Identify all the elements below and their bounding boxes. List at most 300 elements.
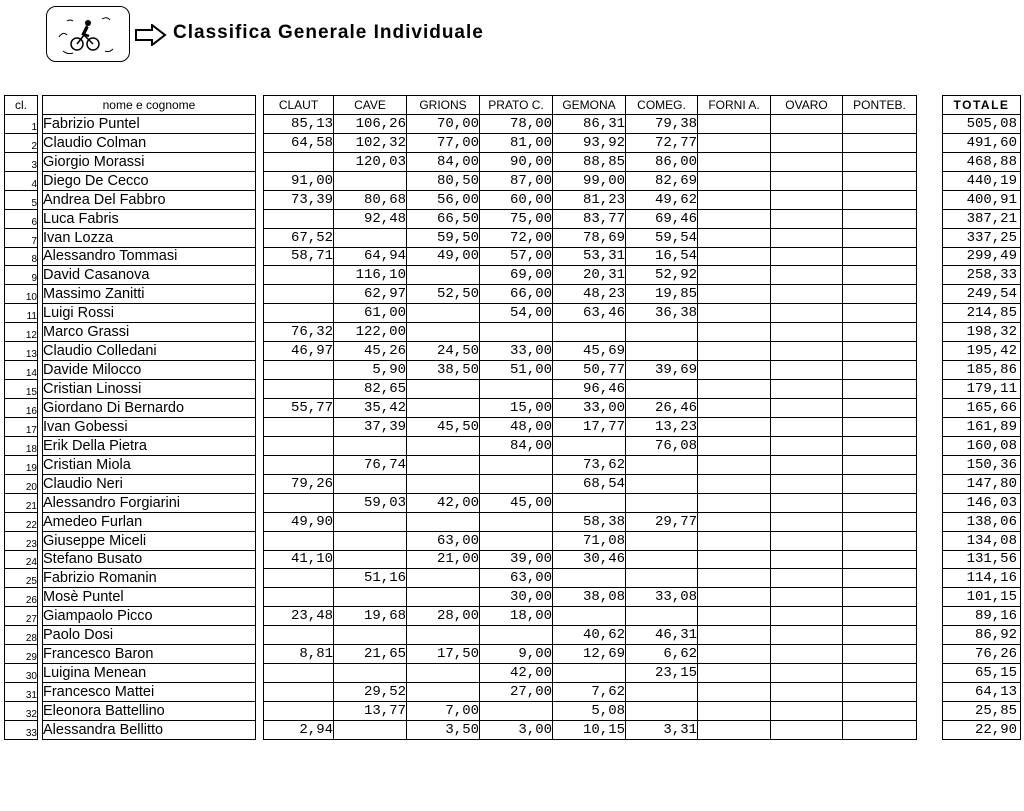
athlete-name: David Casanova: [43, 266, 256, 285]
stage-score: [698, 304, 771, 323]
stage-score: 76,08: [626, 436, 698, 455]
table-row: [5, 588, 917, 607]
rank-cell: 20: [5, 474, 38, 493]
stage-score: [771, 645, 843, 664]
stage-score: [698, 683, 771, 702]
stage-score: 58,71: [264, 247, 334, 266]
stage-score: [480, 531, 553, 550]
stage-score: [264, 531, 334, 550]
stage-score: [843, 323, 917, 342]
stage-score: 59,54: [626, 228, 698, 247]
table-row: [5, 133, 917, 152]
rank-cell: 7: [5, 228, 38, 247]
stage-score: 85,13: [264, 114, 334, 133]
stage-score: [771, 626, 843, 645]
rank-cell: 14: [5, 361, 38, 380]
stage-score: 66,00: [480, 285, 553, 304]
table-row: [5, 152, 917, 171]
stage-score: [771, 171, 843, 190]
table-row: [5, 285, 917, 304]
stage-score: 20,31: [553, 266, 626, 285]
stage-score: 39,00: [480, 550, 553, 569]
stage-score: 55,77: [264, 399, 334, 418]
stage-score: 84,00: [407, 152, 480, 171]
stage-score: 73,62: [553, 455, 626, 474]
stage-score: [843, 285, 917, 304]
total-value: 258,33: [943, 266, 1021, 285]
stage-score: 60,00: [480, 190, 553, 209]
stage-score: 68,54: [553, 474, 626, 493]
table-row: [5, 342, 917, 361]
total-row: [943, 474, 1021, 493]
total-row: [943, 190, 1021, 209]
stage-score: [407, 304, 480, 323]
table-row: [5, 247, 917, 266]
total-row: [943, 342, 1021, 361]
total-row: [943, 436, 1021, 455]
stage-score: [698, 474, 771, 493]
stage-score: [553, 323, 626, 342]
stage-header-gemona: GEMONA: [553, 96, 626, 115]
stage-score: 3,00: [480, 720, 553, 739]
stage-score: [698, 171, 771, 190]
stage-score: [698, 323, 771, 342]
stage-score: 9,00: [480, 645, 553, 664]
total-row: [943, 323, 1021, 342]
table-row: [5, 626, 917, 645]
total-value: 138,06: [943, 512, 1021, 531]
stage-score: [264, 683, 334, 702]
stage-score: [334, 171, 407, 190]
rank-cell: 17: [5, 417, 38, 436]
stage-score: [626, 683, 698, 702]
total-row: [943, 114, 1021, 133]
stage-score: [843, 645, 917, 664]
stage-score: [771, 664, 843, 683]
stage-score: [626, 702, 698, 721]
stage-score: 96,46: [553, 380, 626, 399]
total-value: 249,54: [943, 285, 1021, 304]
total-row: [943, 209, 1021, 228]
rank-cell: 9: [5, 266, 38, 285]
stage-score: 120,03: [334, 152, 407, 171]
stage-score: [407, 399, 480, 418]
stage-score: [698, 285, 771, 304]
stage-score: [264, 436, 334, 455]
stage-score: 59,03: [334, 493, 407, 512]
athlete-name: Cristian Linossi: [43, 380, 256, 399]
rank-cell: 5: [5, 190, 38, 209]
stage-score: [843, 247, 917, 266]
stage-score: 79,38: [626, 114, 698, 133]
stage-score: [698, 209, 771, 228]
stage-score: 21,65: [334, 645, 407, 664]
table-row: [5, 455, 917, 474]
stage-score: [407, 626, 480, 645]
athlete-name: Alessandra Bellitto: [43, 720, 256, 739]
stage-score: 63,46: [553, 304, 626, 323]
stage-score: 61,00: [334, 304, 407, 323]
total-value: 185,86: [943, 361, 1021, 380]
rank-header: cl.: [5, 96, 38, 115]
stage-score: [843, 569, 917, 588]
stage-score: [407, 474, 480, 493]
stage-score: [407, 455, 480, 474]
stage-score: [771, 133, 843, 152]
stage-score: [843, 474, 917, 493]
stage-score: [698, 361, 771, 380]
stage-score: [843, 342, 917, 361]
arrow-right-icon: [134, 24, 168, 46]
total-value: 89,16: [943, 607, 1021, 626]
stage-score: 13,23: [626, 417, 698, 436]
stage-score: [698, 588, 771, 607]
stage-score: [771, 588, 843, 607]
total-row: [943, 361, 1021, 380]
stage-score: [843, 626, 917, 645]
rank-cell: 1: [5, 114, 38, 133]
stage-score: [334, 664, 407, 683]
stage-score: 42,00: [407, 493, 480, 512]
stage-score: 62,97: [334, 285, 407, 304]
stage-score: 24,50: [407, 342, 480, 361]
stage-score: 69,00: [480, 266, 553, 285]
total-row: [943, 702, 1021, 721]
stage-score: 28,00: [407, 607, 480, 626]
stage-score: 3,50: [407, 720, 480, 739]
table-row: [5, 664, 917, 683]
stage-score: [698, 720, 771, 739]
stage-score: [698, 247, 771, 266]
athlete-name: Andrea Del Fabbro: [43, 190, 256, 209]
cyclist-icon: [47, 7, 131, 63]
stage-score: [698, 342, 771, 361]
stage-header-claut: CLAUT: [264, 96, 334, 115]
total-row: [943, 550, 1021, 569]
stage-score: 91,00: [264, 171, 334, 190]
stage-score: 70,00: [407, 114, 480, 133]
stage-score: [407, 569, 480, 588]
stage-score: 82,65: [334, 380, 407, 399]
table-row: [5, 550, 917, 569]
stage-score: 45,00: [480, 493, 553, 512]
stage-score: [698, 380, 771, 399]
stage-score: [407, 683, 480, 702]
stage-score: 87,00: [480, 171, 553, 190]
rank-cell: 28: [5, 626, 38, 645]
stage-score: 81,00: [480, 133, 553, 152]
stage-score: [334, 720, 407, 739]
total-row: [943, 380, 1021, 399]
total-row: [943, 607, 1021, 626]
stage-score: [264, 702, 334, 721]
stage-score: 72,00: [480, 228, 553, 247]
stage-score: [334, 588, 407, 607]
stage-score: 29,77: [626, 512, 698, 531]
stage-score: 71,08: [553, 531, 626, 550]
stage-score: [843, 304, 917, 323]
stage-score: [771, 720, 843, 739]
stage-header-ponteb: PONTEB.: [843, 96, 917, 115]
stage-score: [698, 399, 771, 418]
table-row: [5, 702, 917, 721]
stage-score: [553, 493, 626, 512]
stage-score: [698, 436, 771, 455]
stage-score: [334, 512, 407, 531]
total-value: 400,91: [943, 190, 1021, 209]
stage-score: [264, 626, 334, 645]
stage-score: [407, 436, 480, 455]
stage-score: [771, 474, 843, 493]
stage-score: 48,23: [553, 285, 626, 304]
stage-score: [407, 588, 480, 607]
total-value: 160,08: [943, 436, 1021, 455]
stage-score: 36,38: [626, 304, 698, 323]
stage-score: [843, 436, 917, 455]
stage-score: 18,00: [480, 607, 553, 626]
total-value: 165,66: [943, 399, 1021, 418]
athlete-name: Luca Fabris: [43, 209, 256, 228]
athlete-name: Davide Milocco: [43, 361, 256, 380]
table-row: [5, 683, 917, 702]
stage-score: [698, 569, 771, 588]
stage-score: 77,00: [407, 133, 480, 152]
total-value: 150,36: [943, 455, 1021, 474]
stage-score: [264, 380, 334, 399]
stage-score: 122,00: [334, 323, 407, 342]
stage-score: [698, 702, 771, 721]
stage-score: [334, 550, 407, 569]
stage-score: [698, 607, 771, 626]
rank-cell: 30: [5, 664, 38, 683]
stage-score: 51,16: [334, 569, 407, 588]
stage-score: 29,52: [334, 683, 407, 702]
athlete-name: Stefano Busato: [43, 550, 256, 569]
athlete-name: Francesco Mattei: [43, 683, 256, 702]
rank-cell: 4: [5, 171, 38, 190]
stage-score: [843, 399, 917, 418]
name-header: nome e cognome: [43, 96, 256, 115]
rank-cell: 2: [5, 133, 38, 152]
stage-score: 83,77: [553, 209, 626, 228]
stage-score: 99,00: [553, 171, 626, 190]
stage-score: [264, 455, 334, 474]
stage-score: 81,23: [553, 190, 626, 209]
total-value: 198,32: [943, 323, 1021, 342]
stage-score: 27,00: [480, 683, 553, 702]
stage-score: 38,50: [407, 361, 480, 380]
stage-score: 50,77: [553, 361, 626, 380]
stage-score: [698, 190, 771, 209]
total-row: [943, 720, 1021, 739]
stage-score: [264, 588, 334, 607]
stage-score: [843, 209, 917, 228]
stage-score: 15,00: [480, 399, 553, 418]
stage-score: [843, 455, 917, 474]
total-row: [943, 133, 1021, 152]
stage-score: 57,00: [480, 247, 553, 266]
stage-score: [843, 664, 917, 683]
stage-score: 80,50: [407, 171, 480, 190]
athlete-name: Fabrizio Puntel: [43, 114, 256, 133]
total-row: [943, 569, 1021, 588]
stage-score: [843, 531, 917, 550]
athlete-name: Marco Grassi: [43, 323, 256, 342]
athlete-name: Diego De Cecco: [43, 171, 256, 190]
stage-score: [626, 380, 698, 399]
stage-score: 76,32: [264, 323, 334, 342]
stage-score: [480, 474, 553, 493]
rank-cell: 22: [5, 512, 38, 531]
table-row: [5, 720, 917, 739]
total-value: 101,15: [943, 588, 1021, 607]
table-row: [5, 209, 917, 228]
total-value: 114,16: [943, 569, 1021, 588]
total-value: 214,85: [943, 304, 1021, 323]
stage-score: 45,50: [407, 417, 480, 436]
stage-score: [843, 361, 917, 380]
stage-score: [480, 702, 553, 721]
stage-score: 76,74: [334, 455, 407, 474]
table-row: [5, 607, 917, 626]
stage-score: 49,90: [264, 512, 334, 531]
rank-cell: 16: [5, 399, 38, 418]
total-row: [943, 247, 1021, 266]
athlete-name: Paolo Dosi: [43, 626, 256, 645]
total-value: 25,85: [943, 702, 1021, 721]
stage-score: [626, 550, 698, 569]
stage-score: 45,69: [553, 342, 626, 361]
stage-score: [843, 512, 917, 531]
rank-cell: 25: [5, 569, 38, 588]
total-value: 195,42: [943, 342, 1021, 361]
rank-cell: 3: [5, 152, 38, 171]
total-value: 131,56: [943, 550, 1021, 569]
page-title: Classifica Generale Individuale: [173, 22, 484, 43]
stage-score: [480, 380, 553, 399]
stage-score: [407, 664, 480, 683]
athlete-name: Ivan Lozza: [43, 228, 256, 247]
stage-score: [407, 323, 480, 342]
stage-score: [553, 607, 626, 626]
total-row: [943, 645, 1021, 664]
rank-cell: 24: [5, 550, 38, 569]
stage-score: [264, 493, 334, 512]
stage-score: 35,42: [334, 399, 407, 418]
athlete-name: Claudio Neri: [43, 474, 256, 493]
stage-score: 90,00: [480, 152, 553, 171]
table-row: [5, 190, 917, 209]
stage-score: [698, 493, 771, 512]
stage-score: [698, 664, 771, 683]
stage-score: [480, 626, 553, 645]
stage-score: [698, 626, 771, 645]
total-row: [943, 531, 1021, 550]
stage-score: 2,94: [264, 720, 334, 739]
stage-score: [843, 114, 917, 133]
stage-score: [771, 342, 843, 361]
total-value: 134,08: [943, 531, 1021, 550]
athlete-name: Massimo Zanitti: [43, 285, 256, 304]
athlete-name: Eleonora Battellino: [43, 702, 256, 721]
athlete-name: Alessandro Tommasi: [43, 247, 256, 266]
stage-score: [698, 266, 771, 285]
athlete-name: Giorgio Morassi: [43, 152, 256, 171]
rank-cell: 19: [5, 455, 38, 474]
rank-cell: 33: [5, 720, 38, 739]
stage-score: [771, 152, 843, 171]
total-value: 337,25: [943, 228, 1021, 247]
table-row: [5, 228, 917, 247]
stage-score: 51,00: [480, 361, 553, 380]
stage-score: 23,15: [626, 664, 698, 683]
stage-score: [407, 266, 480, 285]
total-row: [943, 417, 1021, 436]
stage-score: 64,94: [334, 247, 407, 266]
stage-score: [407, 380, 480, 399]
stage-score: 102,32: [334, 133, 407, 152]
stage-score: 63,00: [480, 569, 553, 588]
athlete-name: Giordano Di Bernardo: [43, 399, 256, 418]
stage-score: [771, 209, 843, 228]
table-row: [5, 645, 917, 664]
stage-score: 7,00: [407, 702, 480, 721]
stage-score: 52,50: [407, 285, 480, 304]
stage-score: [626, 493, 698, 512]
table-row: [5, 399, 917, 418]
rank-cell: 10: [5, 285, 38, 304]
stage-score: 69,46: [626, 209, 698, 228]
stage-score: 48,00: [480, 417, 553, 436]
stage-score: [264, 664, 334, 683]
total-row: [943, 493, 1021, 512]
stage-score: [843, 380, 917, 399]
total-row: [943, 152, 1021, 171]
athlete-name: Giuseppe Miceli: [43, 531, 256, 550]
ranking-table: [4, 95, 917, 740]
rank-cell: 29: [5, 645, 38, 664]
stage-score: 58,38: [553, 512, 626, 531]
rank-cell: 27: [5, 607, 38, 626]
stage-score: [771, 569, 843, 588]
stage-score: [771, 114, 843, 133]
athlete-name: Francesco Baron: [43, 645, 256, 664]
stage-score: 3,31: [626, 720, 698, 739]
rank-cell: 12: [5, 323, 38, 342]
stage-score: 72,77: [626, 133, 698, 152]
stage-score: [626, 342, 698, 361]
stage-score: [771, 190, 843, 209]
stage-score: [771, 702, 843, 721]
total-row: [943, 399, 1021, 418]
stage-score: [771, 399, 843, 418]
stage-score: [843, 607, 917, 626]
table-row: [5, 266, 917, 285]
total-value: 22,90: [943, 720, 1021, 739]
stage-score: [264, 417, 334, 436]
stage-score: 37,39: [334, 417, 407, 436]
stage-score: 78,69: [553, 228, 626, 247]
stage-score: [771, 550, 843, 569]
athlete-name: Ivan Gobessi: [43, 417, 256, 436]
stage-score: [698, 645, 771, 664]
athlete-name: Fabrizio Romanin: [43, 569, 256, 588]
total-row: [943, 455, 1021, 474]
stage-score: 8,81: [264, 645, 334, 664]
total-value: 64,13: [943, 683, 1021, 702]
stage-score: 17,77: [553, 417, 626, 436]
athlete-name: Cristian Miola: [43, 455, 256, 474]
